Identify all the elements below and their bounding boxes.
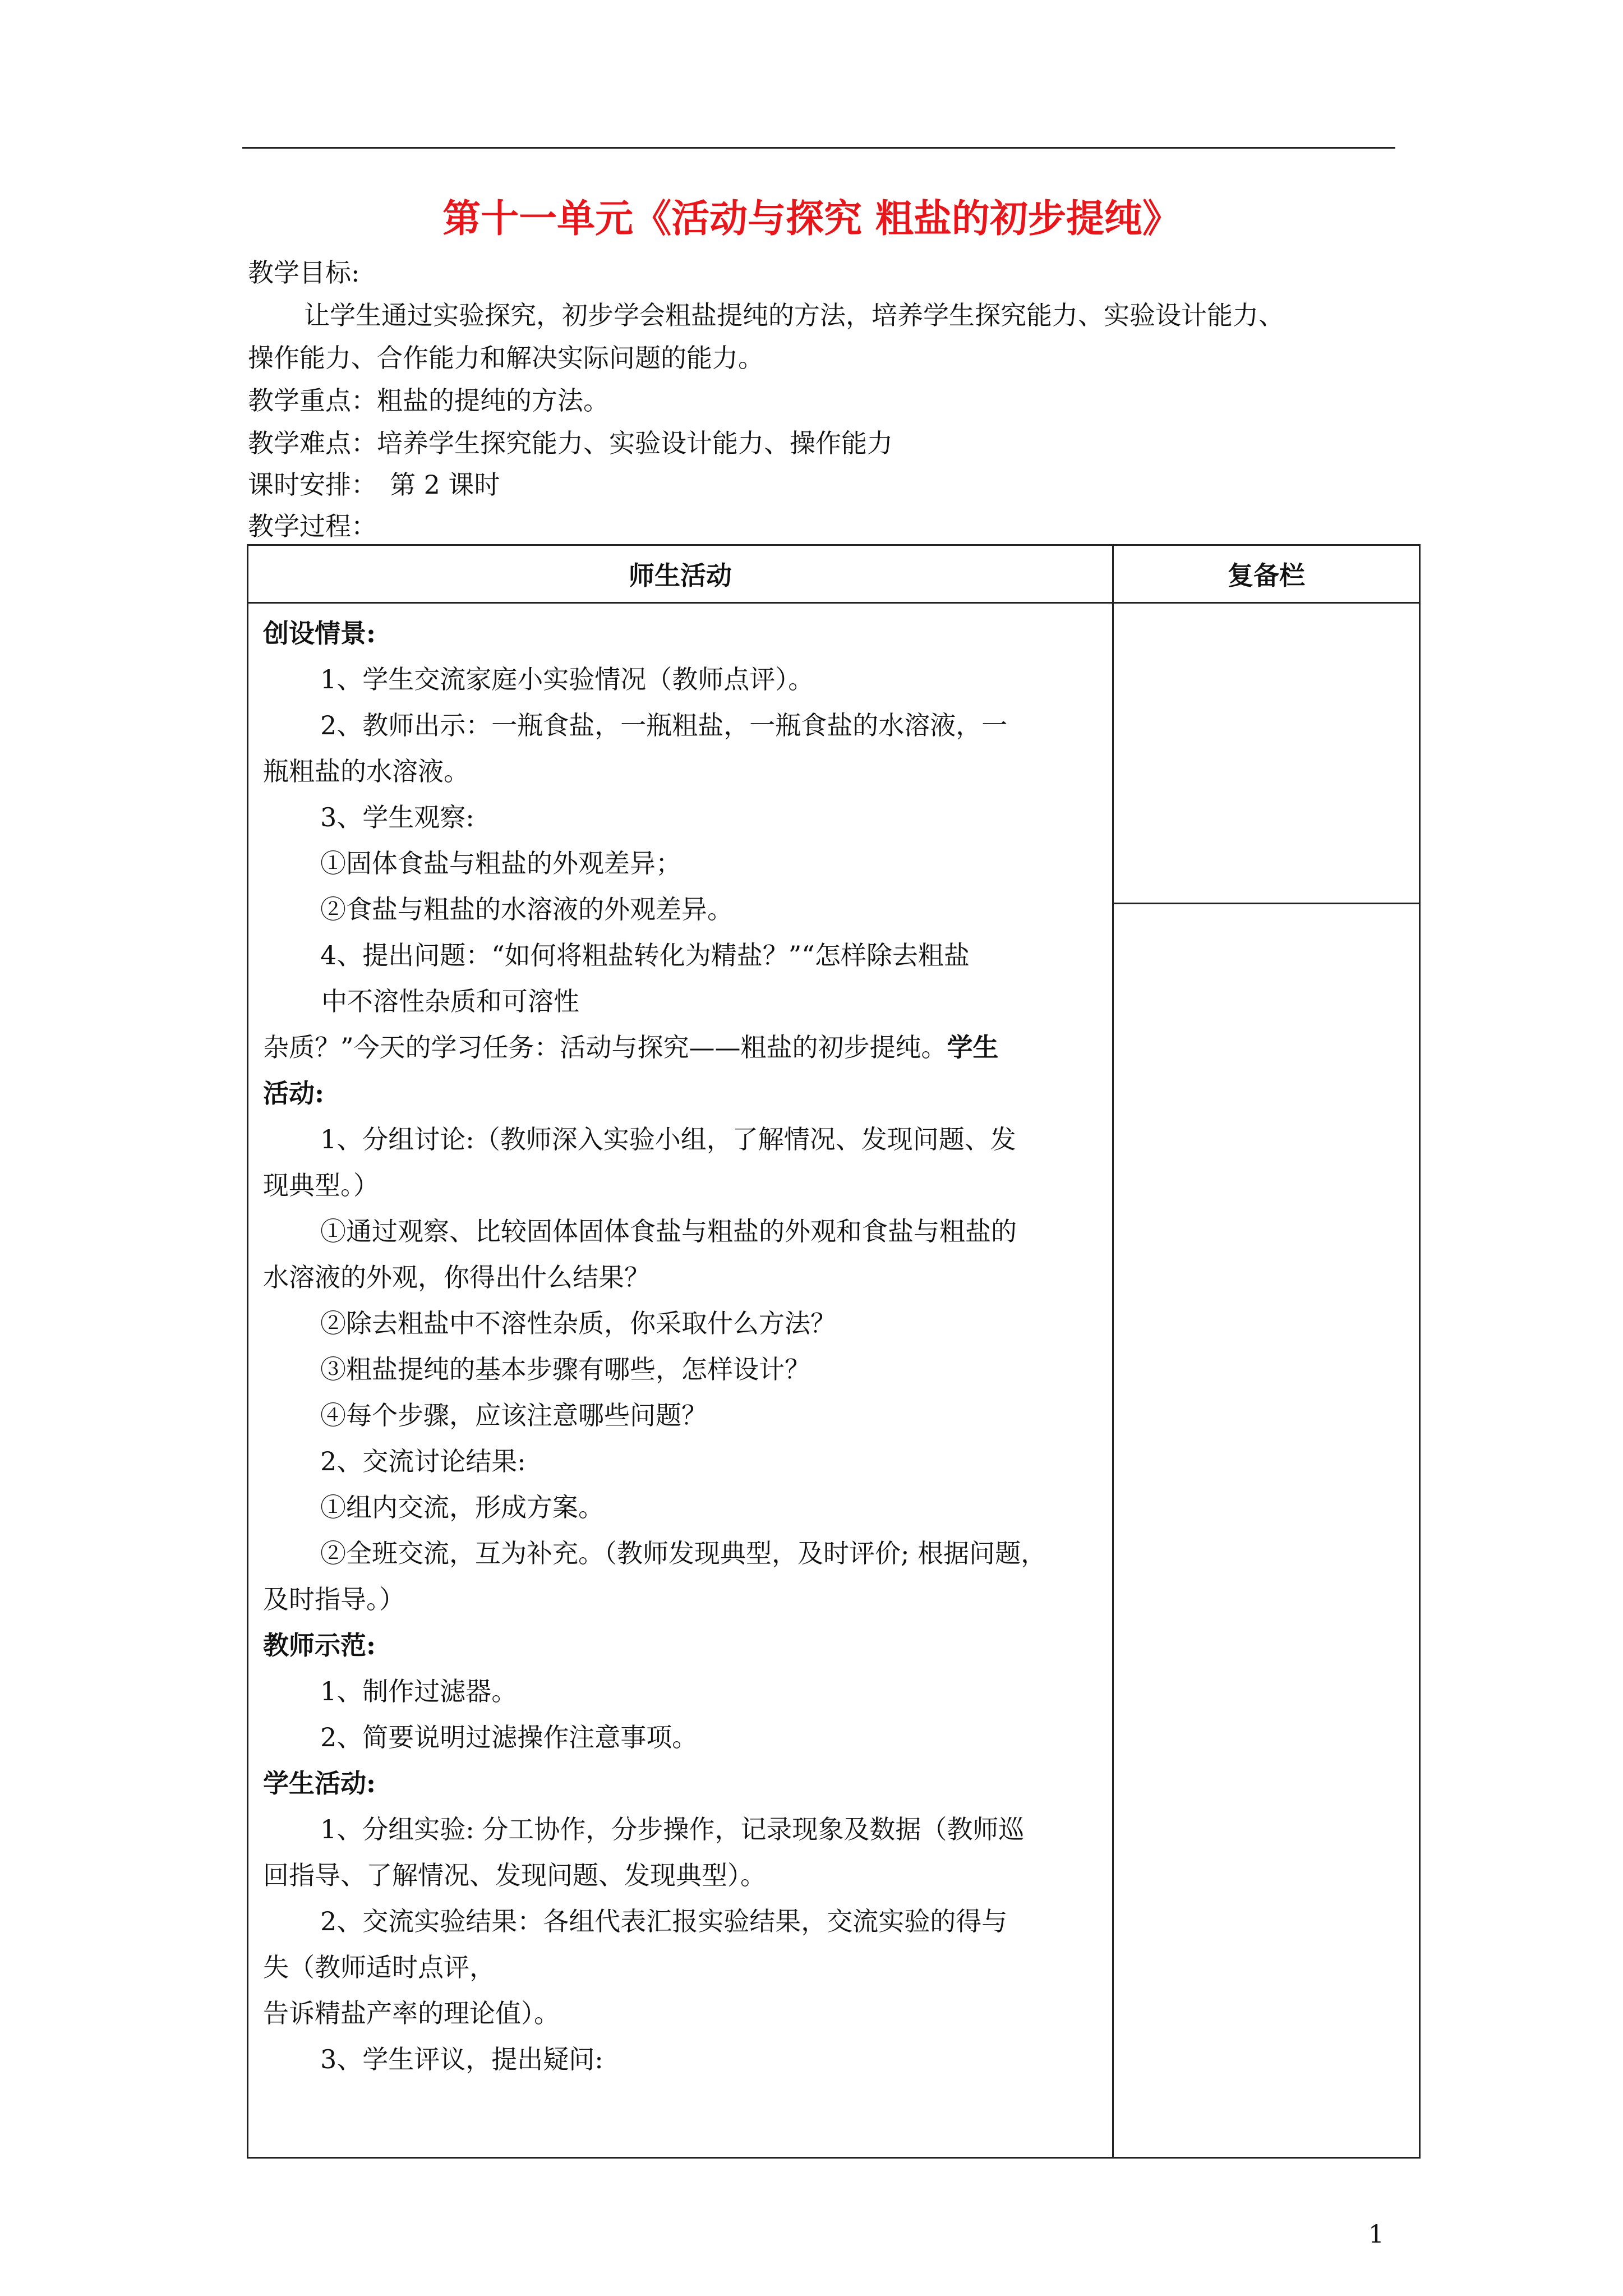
activity-line-text: ③粗盐提纯的基本步骤有哪些，怎样设计？: [320, 1354, 810, 1384]
activity-line-text: 现典型。）: [263, 1170, 379, 1200]
activity-line-text: ①固体食盐与粗盐的外观差异；: [320, 848, 681, 878]
activity-line: [248, 1530, 1112, 1576]
activity-line: [248, 1346, 1112, 1392]
activity-line-text: ④每个步骤，应该注意哪些问题？: [320, 1400, 707, 1430]
activity-line-text: 回指导、了解情况、发现问题、发现典型）。: [263, 1860, 766, 1890]
activity-line-text: 4、提出问题：“如何将粗盐转化为精盐？”“怎样除去粗盐: [320, 940, 970, 970]
activity-line-text: 2、简要说明过滤操作注意事项。: [320, 1722, 698, 1752]
process-label: 教学过程：: [248, 511, 377, 541]
activity-line-text: 瓶粗盐的水溶液。: [263, 756, 469, 786]
header-notes: 复备栏: [1113, 545, 1420, 603]
activity-line-text: 中不溶性杂质和可溶性: [321, 986, 579, 1016]
activity-line-text: ①通过观察、比较固体固体食盐与粗盐的外观和食盐与粗盐的: [320, 1216, 1017, 1246]
objectives-line-1: 让学生通过实验探究，初步学会粗盐提纯的方法，培养学生探究能力、实验设计能力、: [304, 300, 1284, 330]
activity-line: [248, 748, 1112, 794]
activity-line: [248, 1898, 1112, 1944]
activity-line: [248, 1162, 1112, 1208]
activity-line: [248, 1484, 1112, 1530]
activity-line: [248, 1438, 1112, 1484]
objectives-line-2: 操作能力、合作能力和解决实际问题的能力。: [248, 343, 764, 373]
objectives-label: 教学目标:: [248, 257, 360, 288]
activity-line-text: 失（教师适时点评，: [263, 1952, 495, 1982]
activity-line: [248, 1070, 1112, 1116]
activity-line: [248, 1852, 1112, 1898]
activity-line-text: 1、分组实验: 分工协作，分步操作，记录现象及数据（教师巡: [320, 1814, 1025, 1844]
activity-line: [248, 1208, 1112, 1254]
activity-line: [248, 1944, 1112, 1990]
activity-line: [248, 656, 1112, 702]
notes-divider: [1114, 903, 1419, 904]
activity-line-text: 1、学生交流家庭小实验情况（教师点评）。: [320, 664, 814, 694]
activity-line: [248, 702, 1112, 748]
schedule: 课时安排： 第 2 课时: [248, 470, 500, 500]
activity-line: [248, 886, 1112, 932]
activity-line: [248, 1254, 1112, 1300]
header-rule: [242, 147, 1395, 149]
difficulty: 教学难点：培养学生探究能力、实验设计能力、操作能力: [248, 428, 893, 458]
key-point: 教学重点：粗盐的提纯的方法。: [248, 385, 609, 416]
activity-line-text: 水溶液的外观，你得出什么结果？: [263, 1262, 650, 1292]
activity-line: [248, 1990, 1112, 2036]
activity-line: [248, 932, 1112, 978]
activity-line: [248, 1116, 1112, 1162]
activity-line: [248, 1300, 1112, 1346]
activity-line: [248, 1576, 1112, 1622]
activity-line-text: ②除去粗盐中不溶性杂质，你采取什么方法？: [320, 1308, 836, 1338]
activity-line: [248, 978, 1112, 1024]
activities-lines: [248, 604, 1112, 2082]
activity-line-text: 2、交流实验结果：各组代表汇报实验结果，交流实验的得与: [320, 1906, 1008, 1936]
activity-line-text: 学生活动:: [263, 1768, 376, 1798]
activity-line: [248, 1668, 1112, 1714]
activity-line-text: ②全班交流，互为补充。（教师发现典型，及时评价; 根据问题，: [320, 1538, 1047, 1568]
activity-line-text: 2、交流讨论结果:: [320, 1446, 526, 1476]
activity-line-text: 告诉精盐产率的理论值）。: [263, 1998, 560, 2028]
activity-line-text: ②食盐与粗盐的水溶液的外观差异。: [320, 894, 733, 924]
activity-line: [248, 1714, 1112, 1760]
activity-line: [248, 1392, 1112, 1438]
page-title: 第十一单元《活动与探究 粗盐的初步提纯》: [442, 196, 1181, 241]
activity-line-text: 创设情景:: [263, 618, 376, 648]
activity-line-text: 活动:: [263, 1078, 324, 1108]
header-activities: 师生活动: [248, 545, 1113, 603]
notes-cell: [1113, 603, 1420, 2158]
activity-line-text: 1、分组讨论:（教师深入实验小组，了解情况、发现问题、发: [320, 1124, 1016, 1154]
lesson-table: [247, 544, 1421, 2159]
activity-line-text: ①组内交流，形成方案。: [320, 1492, 604, 1522]
activity-line: [248, 1024, 1112, 1070]
activity-line-text: 1、制作过滤器。: [320, 1676, 518, 1706]
activity-line: [248, 2036, 1112, 2082]
activity-line: [248, 1806, 1112, 1852]
activity-line-text: 3、学生评议，提出疑问:: [320, 2044, 603, 2074]
activity-line: [248, 610, 1112, 656]
activity-line-text: 及时指导。）: [263, 1584, 405, 1614]
activity-line-text: 杂质？”今天的学习任务：活动与探究——粗盐的初步提纯。: [263, 1032, 947, 1062]
activity-line: [248, 840, 1112, 886]
activities-cell: [248, 603, 1113, 2158]
activity-line-text: 2、教师出示：一瓶食盐，一瓶粗盐，一瓶食盐的水溶液，一: [320, 710, 1008, 740]
activity-line: [248, 1622, 1112, 1668]
activity-line-heading-start: 学生: [947, 1032, 999, 1062]
activity-line: [248, 1760, 1112, 1806]
page-number: 1: [1368, 2220, 1384, 2249]
activity-line: [248, 794, 1112, 840]
activity-line-text: 3、学生观察:: [320, 802, 474, 832]
activity-line-text: 教师示范:: [263, 1630, 376, 1660]
